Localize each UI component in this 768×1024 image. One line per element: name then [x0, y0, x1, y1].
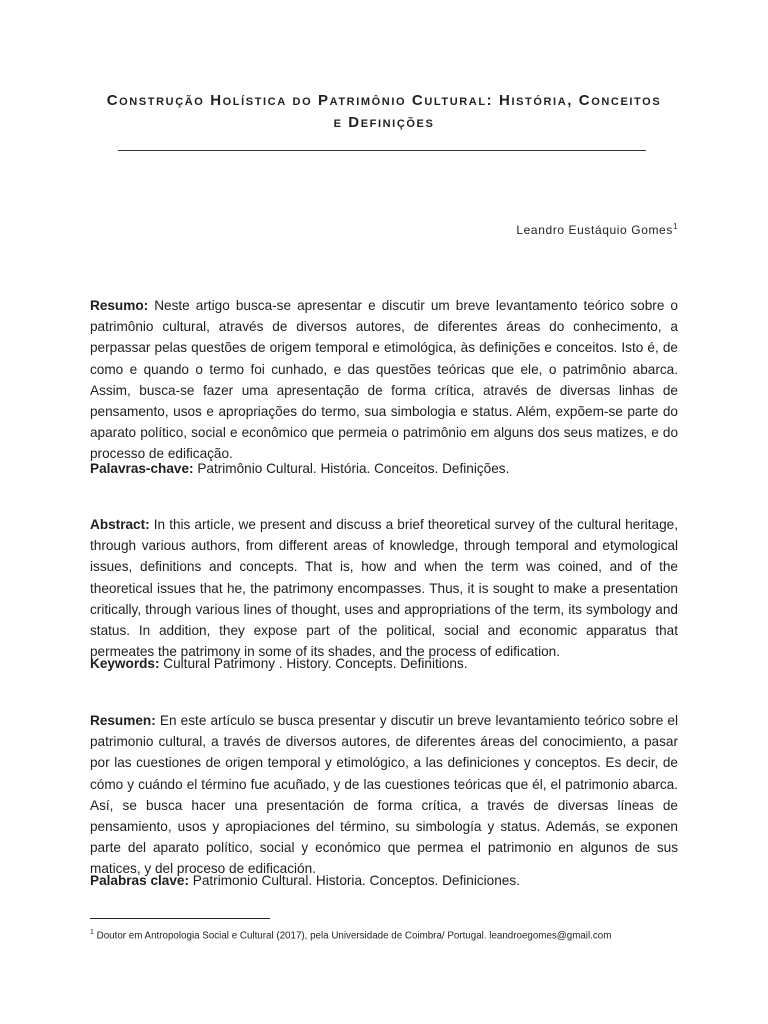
palavras-chave-text: Patrimônio Cultural. História. Conceitos. Definições. [197, 461, 510, 476]
palavras-chave-label: Palavras-chave: [90, 461, 194, 476]
abstract-label: Abstract: [90, 517, 150, 532]
title-underline-rule [118, 150, 646, 151]
footnote-marker: 1 [90, 929, 94, 936]
resumo-text: Neste artigo busca-se apresentar e discutir um breve levantamento teórico sobre o patrimônio cultural, através de diversos autores, de diferentes áreas do conhecimento, a perpassar pelas questões de origem temporal e etimológica, às definições e conceitos. Isto é, de como e quando o termo foi cunhado, e das questões teóricas que ele, o patrimônio abarca. Assim, busca-se fazer uma apresentação de forma crítica, através de diversas linhas de pensamento, usos e apropriações do termo, sua simbologia e status. Além, expõem-se parte do aparato político, social e econômico que permeia o patrimônio em alguns dos seus matizes, e do processo de edificação. [90, 298, 678, 462]
keywords-paragraph [90, 653, 678, 674]
resumo-paragraph [90, 295, 678, 465]
palavras-chave-paragraph [90, 458, 678, 479]
author-footnote-marker: 1 [672, 222, 678, 231]
title-line-2: e Definições [333, 114, 435, 131]
keywords-label: Keywords: [90, 656, 160, 671]
author-line [516, 222, 678, 237]
resumen-label: Resumen: [90, 713, 156, 728]
resumen-paragraph [90, 710, 678, 880]
resumo-label: Resumo: [90, 298, 149, 313]
author-name: Leandro Eustáquio Gomes [516, 223, 673, 237]
footnote-text: Doutor em Antropologia Social e Cultural (2017), pela Universidade de Coimbra/ Portugal. leandroegomes@gmail.com [96, 930, 612, 942]
article-title [80, 90, 688, 134]
abstract-paragraph [90, 514, 678, 662]
title-line-1: Construção Holística do Patrimônio Cultural: História, Conceitos [106, 92, 662, 109]
abstract-text: In this article, we present and discuss a brief theoretical survey of the cultural heritage, through various authors, from different areas of knowledge, through temporal and etymological issues, definitions and concepts. That is, how and when the term was coined, and of the theoretical issues that he, the patrimony encompasses. Thus, it is sought to make a presentation critically, through various lines of thought, uses and appropriations of the term, its symbology and status. In addition, they expose part of the political, social and economic apparatus that permeates the patrimony in some of its shades, and the process of edification. [90, 517, 678, 660]
resumen-text: En este artículo se busca presentar y discutir un breve levantamiento teórico sobre el patrimonio cultural, a través de diversos autores, de diferentes áreas del conocimiento, a pasar por las cuestiones de origen temporal y etimológico, a las definiciones y conceptos. Es decir, de cómo y cuándo el término fue acuñado, y de las cuestiones teóricas que él, el patrimonio abarca. Así, se busca hacer una presentación de forma crítica, a través de diversas líneas de pensamiento, usos y apropiaciones del término, su simbología y status. Además, se exponen parte del aparato político, social y económico que permea el patrimonio en algunos de sus matices, y del proceso de edificación. [90, 713, 678, 877]
keywords-text: Cultural Patrimony . History. Concepts. Definitions. [163, 656, 468, 671]
palabras-clave-paragraph [90, 870, 678, 891]
palabras-clave-label: Palabras clave: [90, 873, 189, 888]
footnote-separator-rule [90, 918, 270, 919]
palabras-clave-text: Patrimonio Cultural. Historia. Conceptos. Definiciones. [192, 873, 520, 888]
footnote [90, 926, 690, 943]
